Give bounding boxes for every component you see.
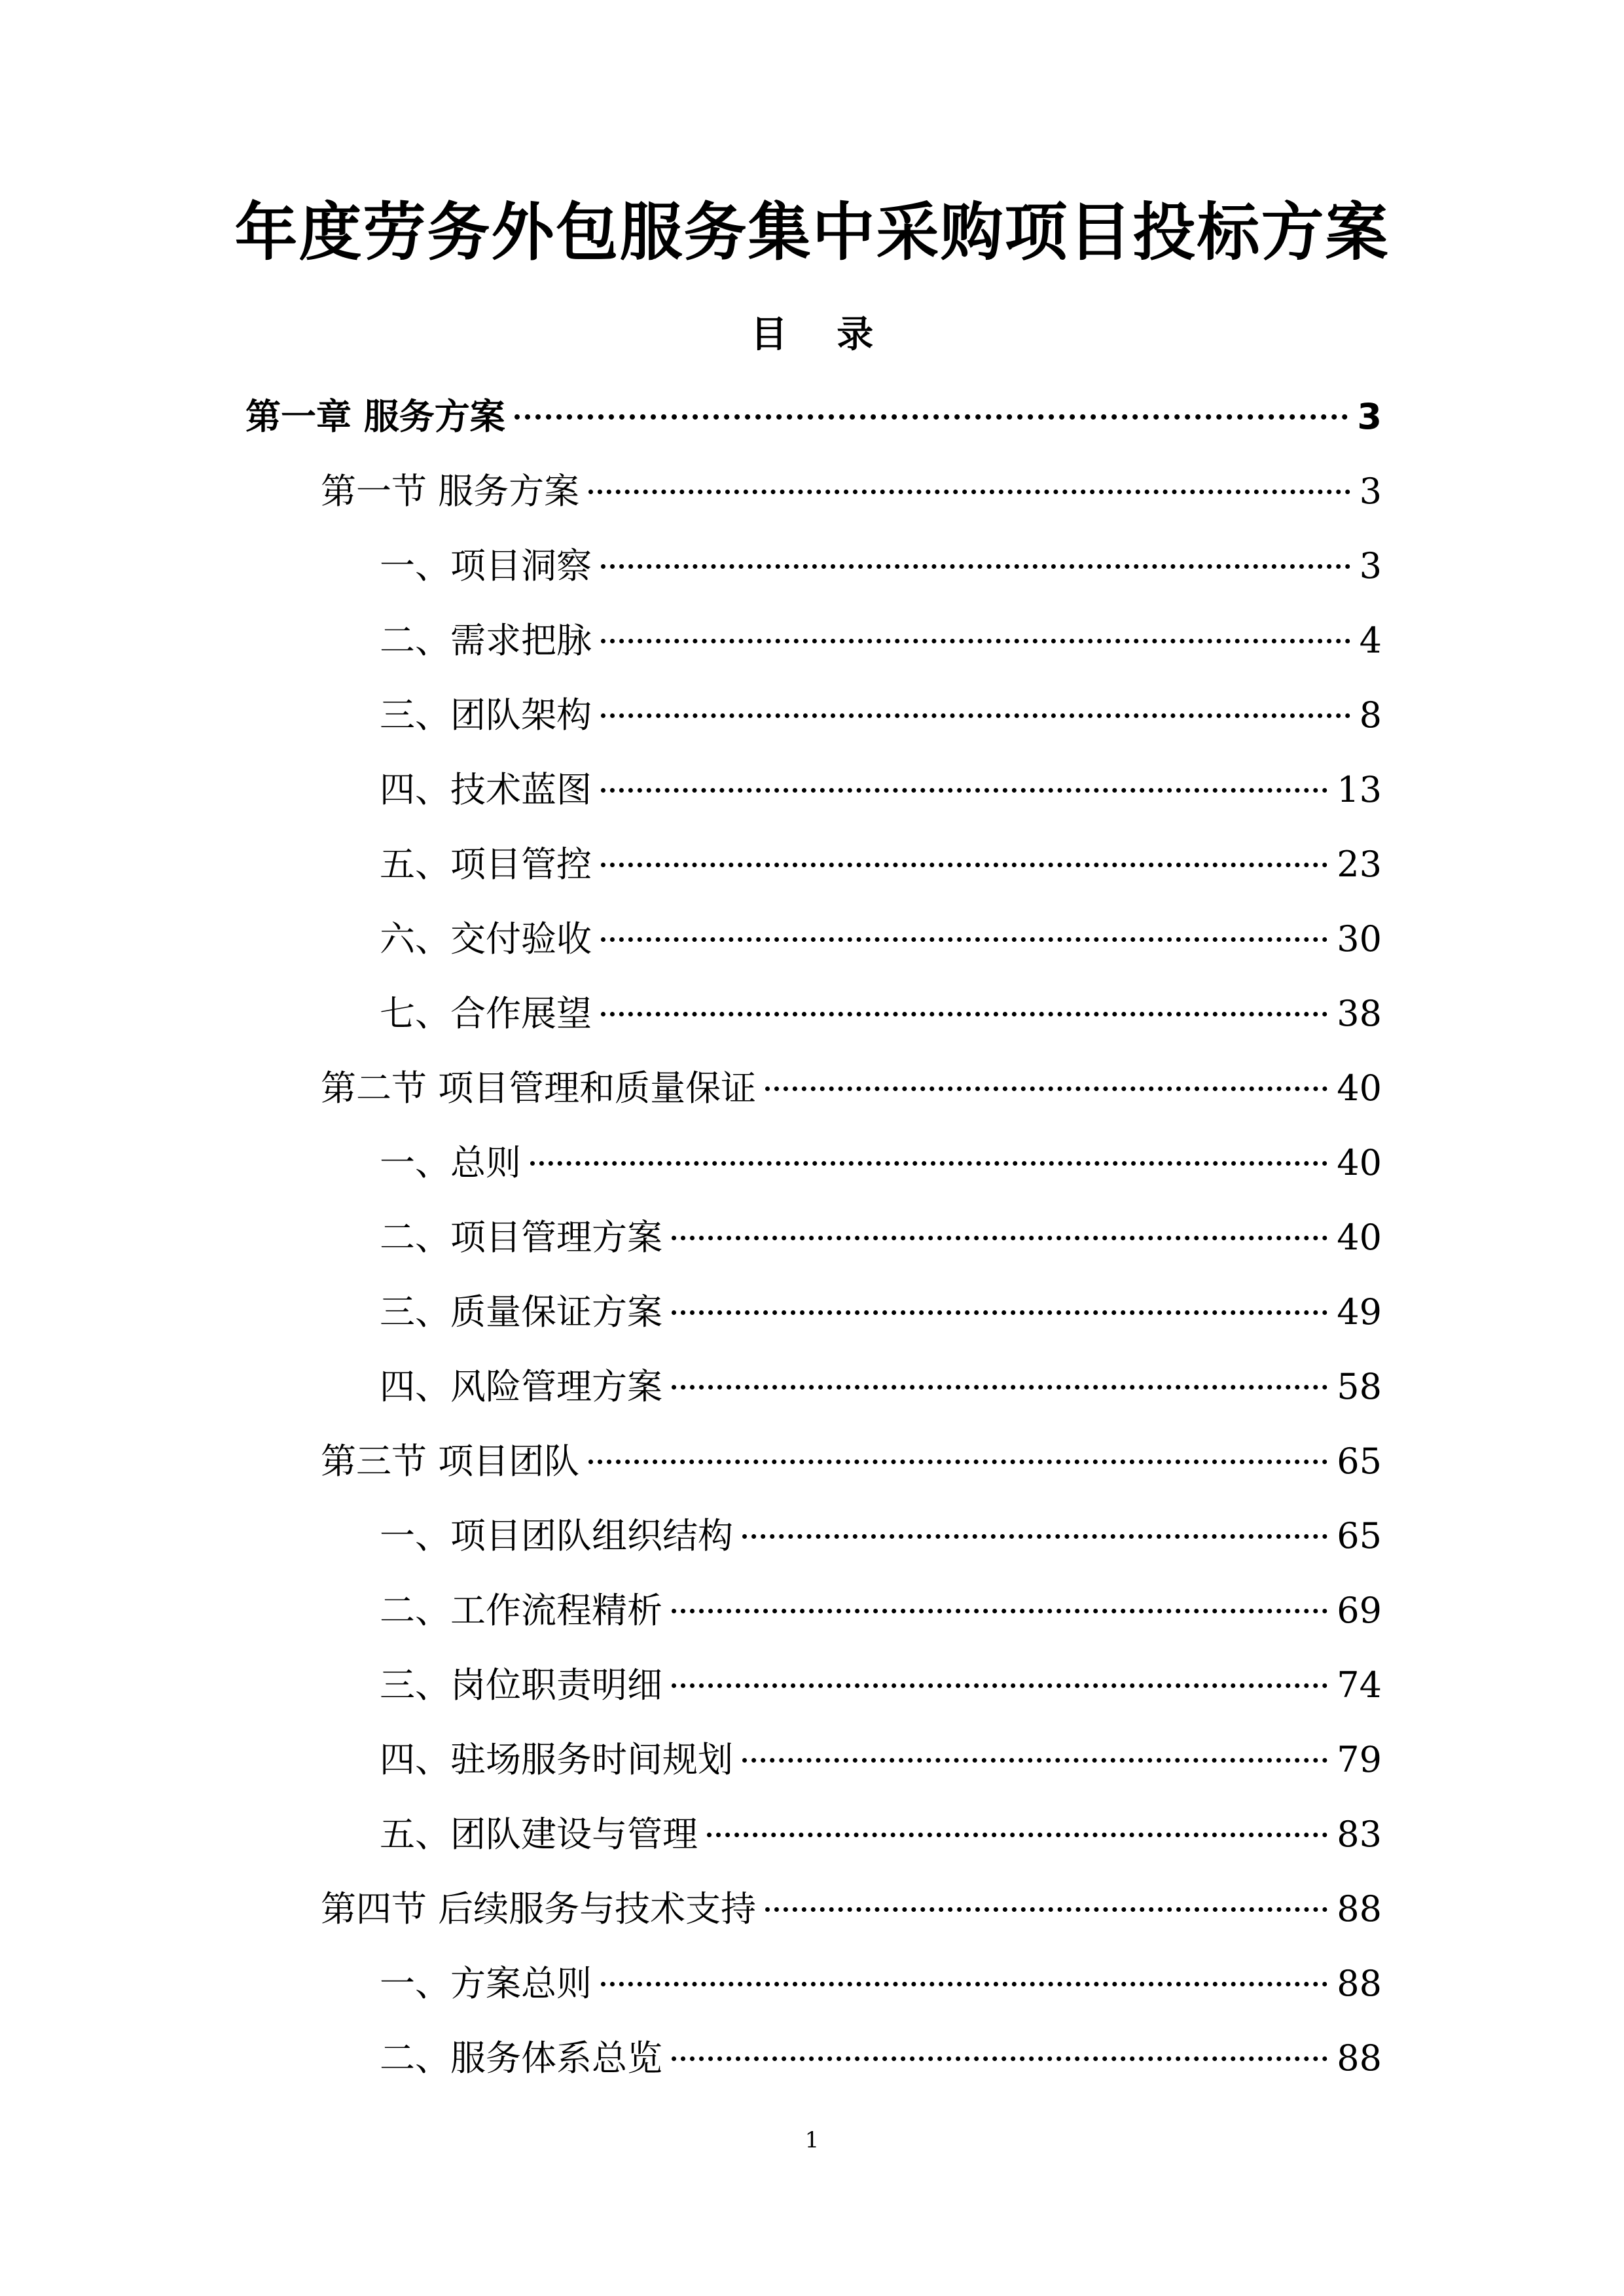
toc-dot-leader bbox=[672, 1310, 1327, 1315]
toc-dot-leader bbox=[742, 1534, 1327, 1539]
toc-entry-label: 七、合作展望 bbox=[380, 993, 592, 1034]
toc-entry[interactable] bbox=[380, 1723, 1382, 1797]
toc-entry-label: 四、技术蓝图 bbox=[380, 769, 592, 810]
toc-entry-page: 38 bbox=[1337, 993, 1382, 1034]
toc-dot-leader bbox=[765, 1086, 1327, 1091]
toc-entry-label: 二、服务体系总览 bbox=[380, 2037, 662, 2079]
toc-entry-page: 79 bbox=[1337, 1739, 1382, 1780]
toc-dot-leader bbox=[765, 1907, 1327, 1912]
toc-dot-leader bbox=[514, 414, 1348, 420]
toc-entry-page: 8 bbox=[1359, 694, 1382, 736]
toc-dot-leader bbox=[601, 564, 1350, 569]
toc-entry-page: 30 bbox=[1337, 918, 1382, 960]
toc-dot-leader bbox=[601, 937, 1327, 942]
toc-entry[interactable] bbox=[380, 2021, 1382, 2096]
toc-entry-page: 3 bbox=[1357, 396, 1382, 437]
toc-heading: 目 录 bbox=[750, 314, 892, 356]
toc-entry-label: 第一章 服务方案 bbox=[245, 396, 505, 437]
toc-entry[interactable] bbox=[380, 1648, 1382, 1723]
toc-dot-leader bbox=[672, 1236, 1327, 1240]
toc-entry[interactable] bbox=[321, 1051, 1382, 1126]
toc-dot-leader bbox=[672, 1385, 1327, 1390]
toc-entry-label: 四、风险管理方案 bbox=[380, 1366, 662, 1407]
toc-entry-page: 49 bbox=[1337, 1291, 1382, 1333]
toc-entry-page: 83 bbox=[1337, 1814, 1382, 1855]
toc-entry-label: 四、驻场服务时间规划 bbox=[380, 1739, 733, 1780]
toc-entry-page: 40 bbox=[1337, 1142, 1382, 1183]
toc-entry-page: 3 bbox=[1359, 545, 1382, 586]
toc-entry[interactable] bbox=[380, 977, 1382, 1051]
toc-dot-leader bbox=[601, 788, 1327, 793]
toc-entry-label: 五、项目管控 bbox=[380, 844, 592, 885]
document-title: 年度劳务外包服务集中采购项目投标方案 bbox=[234, 196, 1390, 269]
toc-dot-leader bbox=[707, 1833, 1327, 1837]
toc-entry[interactable] bbox=[380, 753, 1382, 827]
toc-dot-leader bbox=[601, 1012, 1327, 1016]
toc-dot-leader bbox=[601, 639, 1350, 643]
toc-dot-leader bbox=[742, 1758, 1327, 1763]
toc-dot-leader bbox=[601, 713, 1350, 718]
toc-entry-page: 65 bbox=[1337, 1441, 1382, 1482]
toc-entry-label: 第一节 服务方案 bbox=[321, 471, 580, 512]
toc-dot-leader bbox=[588, 1460, 1327, 1464]
toc-entry-page: 13 bbox=[1337, 769, 1382, 810]
toc-entry-page: 88 bbox=[1337, 1963, 1382, 2004]
toc-entry-label: 第三节 项目团队 bbox=[321, 1441, 580, 1482]
toc-entry-label: 三、团队架构 bbox=[380, 694, 592, 736]
toc-entry-page: 40 bbox=[1337, 1067, 1382, 1109]
toc-entry[interactable] bbox=[380, 678, 1382, 753]
toc-entry-page: 40 bbox=[1337, 1217, 1382, 1258]
toc-entry-page: 3 bbox=[1359, 471, 1382, 512]
toc-dot-leader bbox=[601, 1982, 1327, 1986]
toc-entry[interactable] bbox=[380, 1350, 1382, 1424]
toc-entry-label: 二、工作流程精析 bbox=[380, 1590, 662, 1631]
toc-entry[interactable] bbox=[380, 1200, 1382, 1275]
toc-entry-label: 二、项目管理方案 bbox=[380, 1217, 662, 1258]
toc-entry-page: 58 bbox=[1337, 1366, 1382, 1407]
toc-entry[interactable] bbox=[380, 603, 1382, 678]
toc-entry-label: 五、团队建设与管理 bbox=[380, 1814, 698, 1855]
toc-entry-label: 三、岗位职责明细 bbox=[380, 1664, 662, 1706]
toc-dot-leader bbox=[601, 863, 1327, 867]
toc-entry[interactable] bbox=[245, 380, 1382, 454]
toc-entry-label: 六、交付验收 bbox=[380, 918, 592, 960]
toc-entry-label: 第二节 项目管理和质量保证 bbox=[321, 1067, 757, 1109]
toc-dot-leader bbox=[672, 1683, 1327, 1688]
toc-entry-label: 二、需求把脉 bbox=[380, 620, 592, 661]
toc-entry-page: 88 bbox=[1337, 1888, 1382, 1929]
toc-entry-page: 23 bbox=[1337, 844, 1382, 885]
toc-entry-page: 65 bbox=[1337, 1515, 1382, 1556]
toc-entry[interactable] bbox=[380, 827, 1382, 902]
toc-dot-leader bbox=[588, 490, 1350, 494]
toc-entry[interactable] bbox=[380, 1573, 1382, 1648]
toc-dot-leader bbox=[530, 1161, 1327, 1166]
toc-entry[interactable] bbox=[380, 1275, 1382, 1350]
toc-entry-label: 一、总则 bbox=[380, 1142, 521, 1183]
toc-entry[interactable] bbox=[380, 902, 1382, 977]
toc-dot-leader bbox=[672, 2056, 1327, 2061]
toc-entry[interactable] bbox=[380, 1126, 1382, 1200]
toc-entry[interactable] bbox=[321, 454, 1382, 529]
toc-entry-page: 74 bbox=[1337, 1664, 1382, 1706]
toc-entry-label: 第四节 后续服务与技术支持 bbox=[321, 1888, 757, 1929]
toc-entry-label: 一、方案总则 bbox=[380, 1963, 592, 2004]
toc-entry-page: 69 bbox=[1337, 1590, 1382, 1631]
toc-entry-label: 一、项目团队组织结构 bbox=[380, 1515, 733, 1556]
toc-entry[interactable] bbox=[380, 1946, 1382, 2021]
toc-entry[interactable] bbox=[321, 1424, 1382, 1499]
toc-entry-label: 三、质量保证方案 bbox=[380, 1291, 662, 1333]
toc-entry-page: 88 bbox=[1337, 2037, 1382, 2079]
toc-entry[interactable] bbox=[380, 1797, 1382, 1872]
toc-entry[interactable] bbox=[321, 1872, 1382, 1946]
page-number: 1 bbox=[804, 2127, 820, 2153]
toc-dot-leader bbox=[672, 1609, 1327, 1613]
toc-entry[interactable] bbox=[380, 529, 1382, 603]
toc-entry-page: 4 bbox=[1359, 620, 1382, 661]
toc-entry-label: 一、项目洞察 bbox=[380, 545, 592, 586]
toc-entry[interactable] bbox=[380, 1499, 1382, 1573]
